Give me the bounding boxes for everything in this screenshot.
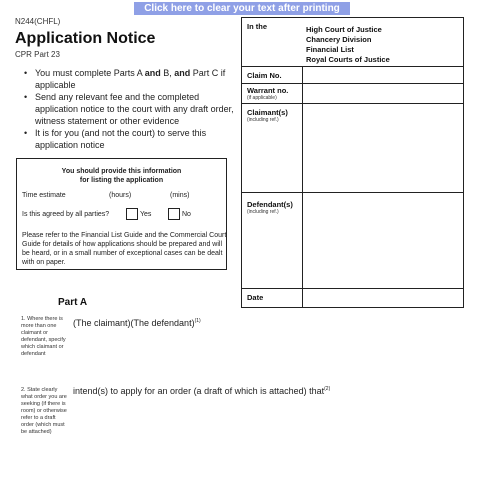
listing-heading-line: for listing the application [79,177,164,184]
instruction-text: Part C if applicable [35,68,226,90]
defendants-row [242,193,463,289]
mins-label: (mins) [170,192,190,199]
applicant-text: The claimant)(The defendant) [76,318,195,328]
time-estimate-row [22,192,222,199]
applicant-field[interactable]: (The claimant)(The defendant)$^{(1)}$ [73,318,201,328]
date-row [242,289,463,307]
instruction-text: B, [160,68,175,78]
instruction-text: You must complete Parts A [35,68,145,78]
claimants-label: Claimant(s) [247,108,288,117]
defendants-sublabel: (including ref.) [247,209,279,215]
page-title: Application Notice [15,30,156,47]
agreement-row [22,208,222,222]
claimants-row [242,104,463,193]
defendants-field[interactable] [302,193,463,288]
court-line: High Court of Justice [306,25,382,34]
footnote-ref: (1) [194,318,201,324]
court-row [242,18,463,67]
instruction-item [24,67,242,91]
date-label: Date [247,293,264,302]
instruction-emphasis: and [174,68,191,78]
case-details-panel [241,17,464,308]
court-name [306,25,390,65]
listing-info-box [16,158,227,270]
footnote-ref: (2) [324,386,331,392]
instruction-emphasis: and [144,68,161,78]
instruction-item: • It is for you (and not the court) to serve this application notice [24,127,242,151]
part-a-note-2: 2. State clearly what order you are seeking (if there is room) or otherwise refer to a draft order (which must be attached) [21,387,67,435]
listing-note: Please refer to the Financial List Guide and the Commercial Court Guide for details of how applications should be prepared and will be heard, or in a small number of exceptional cases can be dealt with on paper. [22,232,227,266]
court-line: Chancery Division [306,35,372,44]
defendants-label: Defendant(s) [247,200,293,209]
court-line: Financial List [306,45,354,54]
instruction-item: • Send any relevant fee and the completed application notice to the court with any draft order, witness statement or other evidence [24,91,242,127]
clear-text-button[interactable]: Click here to clear your text after printing [134,2,350,15]
in-the-label: In the [247,22,267,31]
claimants-sublabel: (including ref.) [247,117,279,123]
listing-info-heading [17,167,226,185]
instruction-list [24,67,242,151]
agreement-label: Is this agreed by all parties? [22,211,110,218]
claim-no-label: Claim No. [247,71,282,80]
time-estimate-label: Time estimate [22,192,66,199]
hours-label: (hours) [109,192,132,199]
warrant-no-sublabel: (if applicable) [247,95,277,101]
claim-no-row [242,67,463,84]
order-sought-field[interactable] [73,386,330,396]
yes-label: Yes [140,211,152,218]
no-checkbox[interactable] [168,208,180,220]
no-label: No [182,211,191,218]
warrant-no-field[interactable] [302,84,463,103]
order-sought-text: intend(s) to apply for an order (a draft of which is attached) that [73,386,325,396]
part-a-note-1: 1. Where there is more than one claimant or defendant, specify which claimant or defendant [21,316,66,357]
warrant-no-label: Warrant no. [247,86,289,95]
court-line: Royal Courts of Justice [306,55,390,64]
date-field[interactable] [302,289,463,307]
form-code: N244(CHFL) [15,17,61,26]
part-a-heading: Part A [58,297,88,308]
yes-checkbox[interactable] [126,208,138,220]
claimants-field[interactable] [302,104,463,192]
claim-no-field[interactable] [302,67,463,83]
listing-heading-line: You should provide this information [61,168,182,175]
page-subtitle: CPR Part 23 [15,50,60,59]
warrant-no-row [242,84,463,104]
